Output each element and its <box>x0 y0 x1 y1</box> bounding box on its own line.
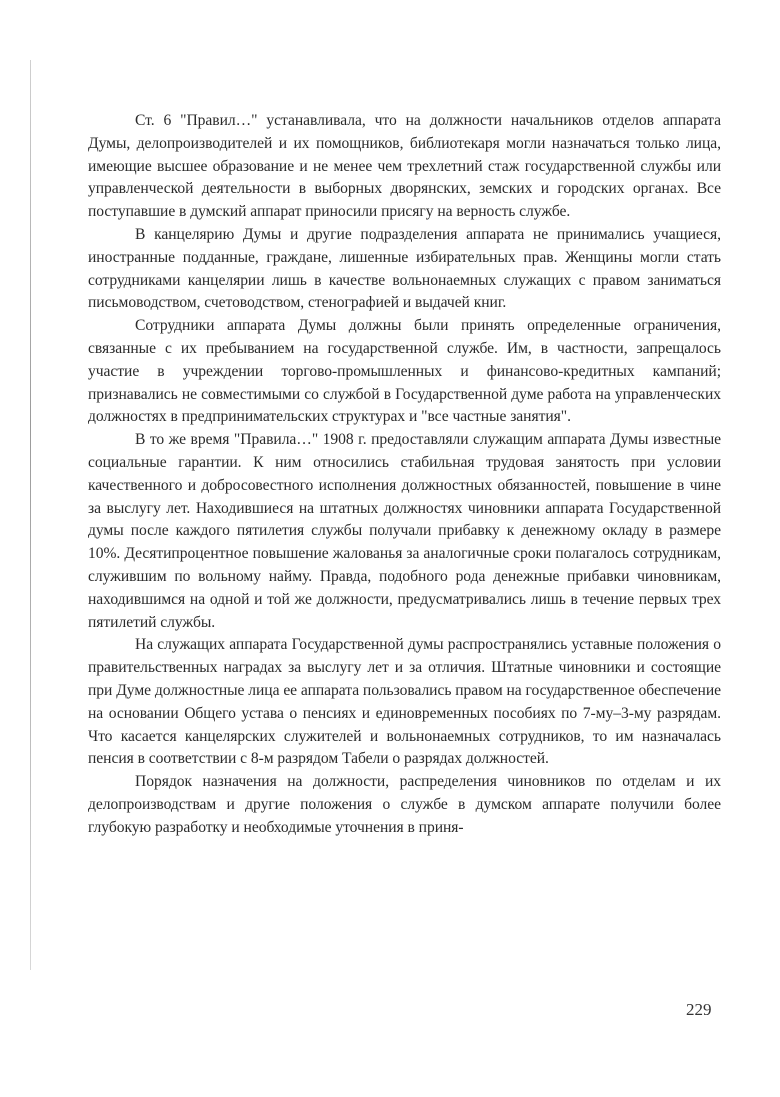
scan-binding-edge <box>30 60 31 970</box>
page-number: 229 <box>686 1000 712 1019</box>
paragraph-4: В то же время "Правила…" 1908 г. предоставляли служащим аппарата Думы известные социальные гарантии. К ним относились стабильная трудовая занятость при условии качественного и добросовестного исполнения должностных обязанностей, повышение в чине за выслугу лет. Находившиеся на штатных должностях чиновники аппарата Государственной думы после каждого пятилетия службы получали прибавку к денежному окладу в размере 10%. Десятипроцентное повышение жалованья за аналогичные сроки полагалось сотрудникам, служившим по вольному найму. Правда, подобного рода денежные прибавки чиновникам, находившимся на одной и той же должности, предусматривались лишь в течение первых трех пятилетий службы. <box>88 431 721 631</box>
paragraph-2: В канцелярию Думы и другие подразделения аппарата не принимались учащиеся, иностранные подданные, граждане, лишенные избирательных прав. Женщины могли стать сотрудниками канцелярии лишь в качестве вольнонаемных служащих с правом заниматься письмоводством, счетоводством, стенографией и выдачей книг. <box>88 225 721 312</box>
paragraph-3: Сотрудники аппарата Думы должны были принять определенные ограничения, связанные с их пребыванием на государственной службе. Им, в частности, запрещалось участие в учреждении торгово-промышленных и финансово-кредитных кампаний; признавались не совместимыми со службой в Государственной думе работа на управленческих должностях в предпринимательских структурах и "все частные занятия". <box>88 317 721 426</box>
paragraph-6: Порядок назначения на должности, распределения чиновников по отделам и их делопроизводствам и другие положения о службе в думском аппарате получили более глубокую разработку и необходимые уточнения в приня- <box>88 773 721 836</box>
body-text <box>88 110 721 840</box>
paragraph-5: На служащих аппарата Государственной думы распространялись уставные положения о правительственных наградах за выслугу лет и за отличия. Штатные чиновники и состоящие при Думе должностные лица ее аппарата пользовались правом на государственное обеспечение на основании Общего устава о пенсиях и единовременных пособиях по 7-му–3-му разрядам. Что касается канцелярских служителей и вольнонаемных сотрудников, то им назначалась пенсия в соответствии с 8-м разрядом Табели о разрядах должностей. <box>88 636 721 768</box>
paragraph-1: Ст. 6 "Правил…" устанавливала, что на должности начальников отделов аппарата Думы, делопроизводителей и их помощников, библиотекаря могли назначаться только лица, имеющие высшее образование и не менее чем трехлетний стаж государственной службы или управленческой деятельности в выборных дворянских, земских и городских органах. Все поступавшие в думский аппарат приносили присягу на верность службе. <box>88 112 721 221</box>
